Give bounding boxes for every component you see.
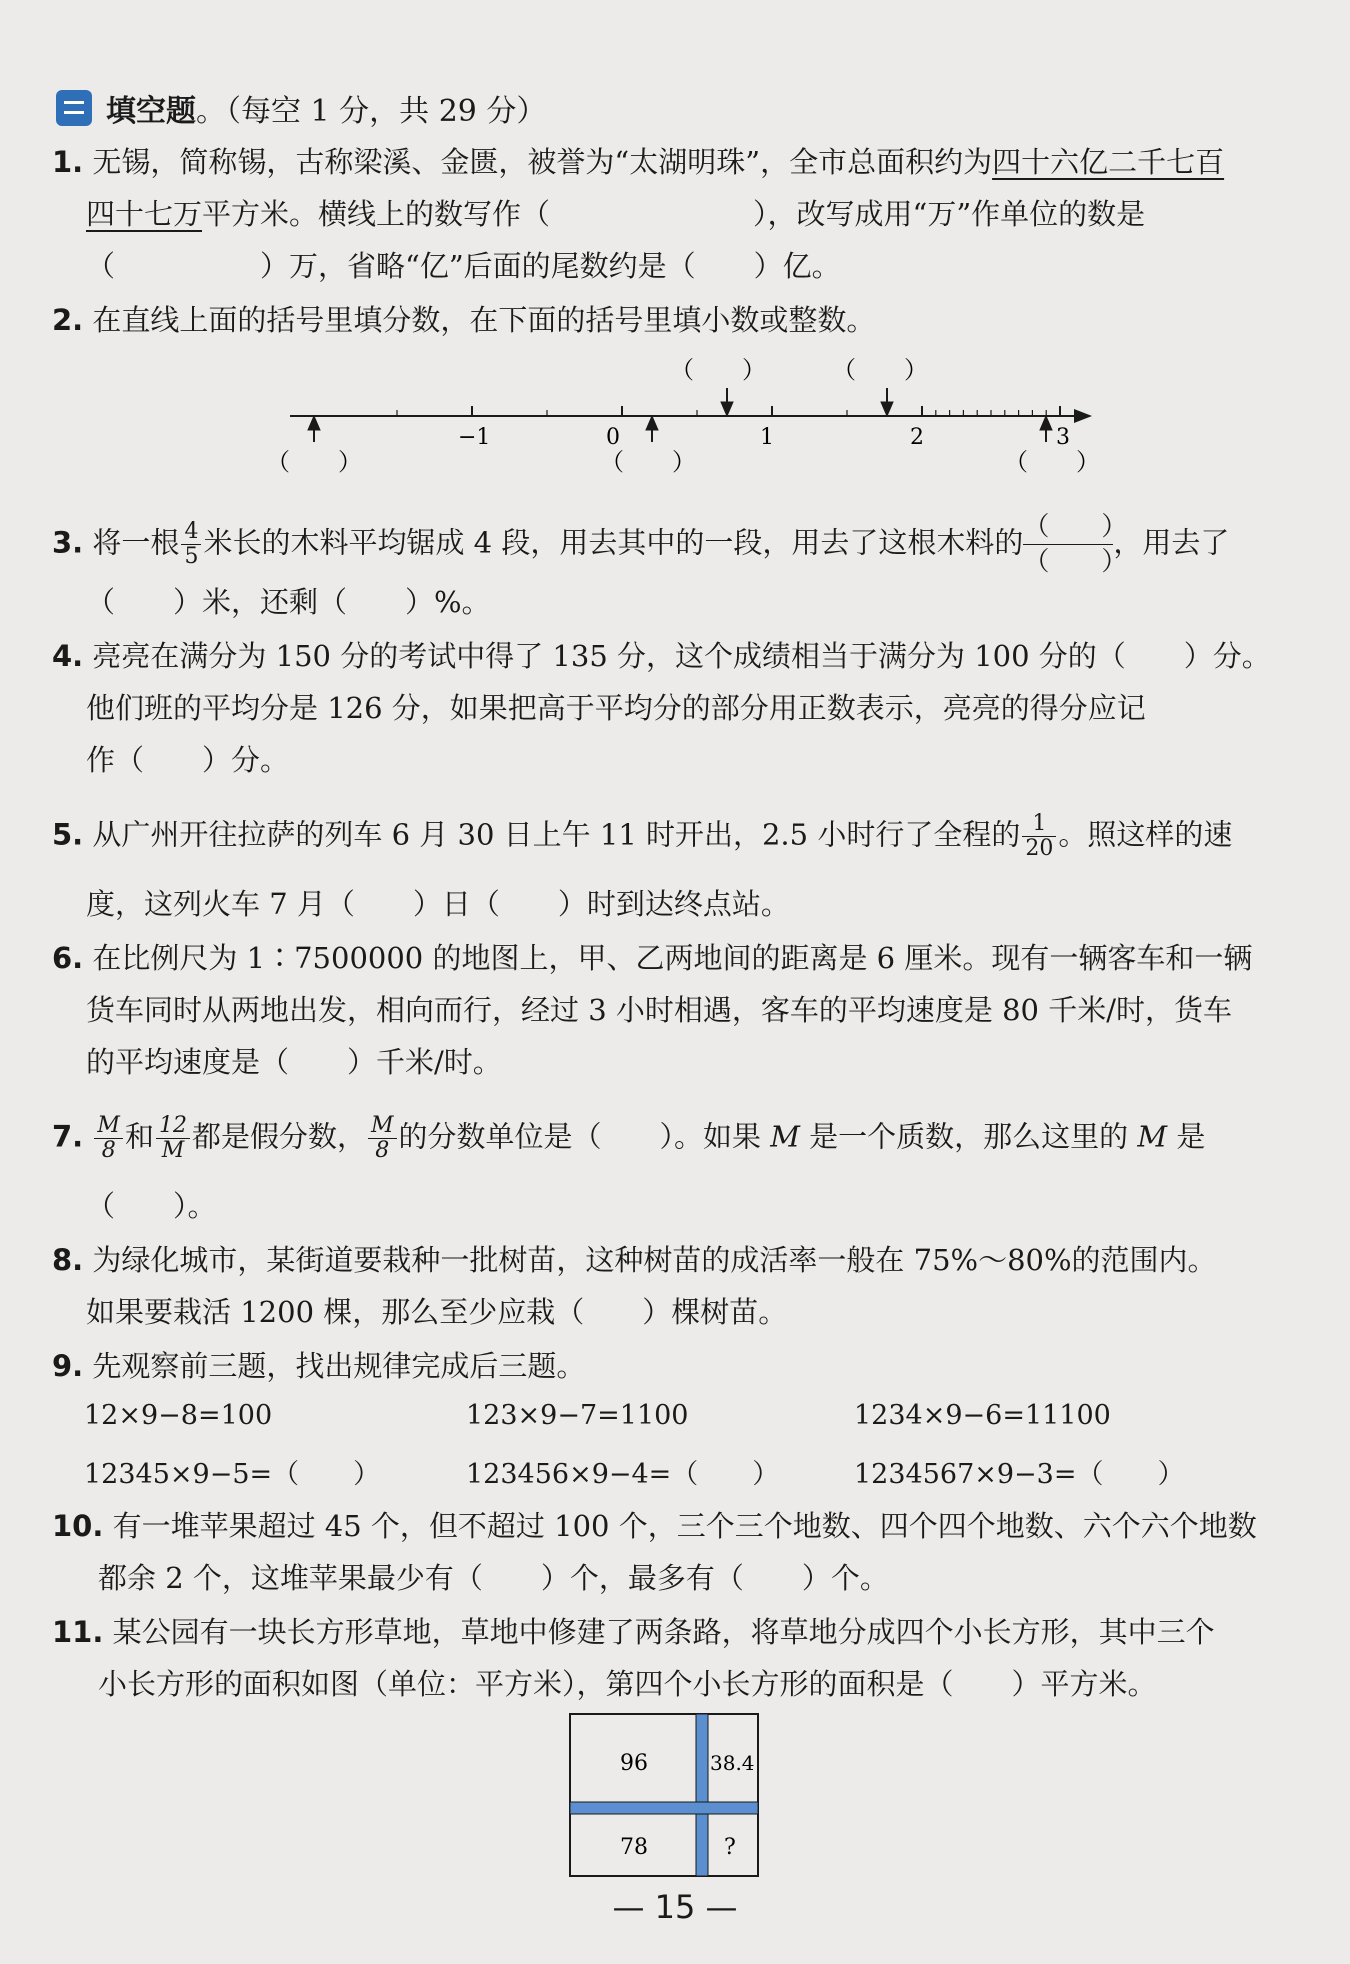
q6-line-1	[52, 938, 1252, 978]
q9-text: 先观察前三题，找出规律完成后三题。	[92, 1349, 586, 1383]
tick-label-minus1: −1	[458, 425, 491, 450]
q5-line-2: 度，这列火车 7 月（ ）日（ ）时到达终点站。	[86, 887, 790, 921]
area-label-unknown: ?	[724, 1835, 736, 1860]
q6-line-2: 货车同时从两地出发，相向而行，经过 3 小时相遇，客车的平均速度是 80 千米/时，货车	[86, 993, 1232, 1027]
q7-text-d: 是一个质数，那么这里的	[809, 1119, 1129, 1154]
q1-underlined-a: 四十六亿二千七百	[992, 145, 1225, 179]
q11-line-1	[52, 1612, 1215, 1652]
q7-fraction-1: $\frac{M}{8}$	[94, 1114, 123, 1163]
q8-text-1: 为绿化城市，某街道要栽种一批树苗，这种树苗的成活率一般在 75%～80%的范围内。	[92, 1243, 1217, 1277]
q9-eq-5: 123456×9−4=（ ）	[466, 1459, 780, 1490]
q1-number: 1.	[52, 145, 84, 179]
q2-text: 在直线上面的括号里填分数，在下面的括号里填小数或整数。	[92, 303, 876, 337]
section-title: 填空题	[106, 94, 196, 129]
section-header	[56, 86, 546, 130]
paren-bottom-3: （ ）	[1004, 448, 1100, 476]
lawn-diagram	[568, 1712, 760, 1878]
q2-line-1	[52, 300, 875, 340]
q9-eq-3: 1234×9−6=11100	[854, 1400, 1111, 1431]
q11-line-2: 小长方形的面积如图（单位：平方米），第四个小长方形的面积是（ ）平方米。	[98, 1667, 1157, 1701]
vertical-road	[696, 1714, 708, 1876]
q7-fraction-2: $\frac{12}{M}$	[156, 1114, 190, 1163]
q1-text-a: 无锡，简称锡，古称梁溪、金匮，被誉为“太湖明珠”，全市总面积约为	[92, 145, 993, 179]
page-number: — 15 —	[612, 1888, 738, 1926]
q3-blank-fraction: $\frac{( )}{( )}$	[1023, 512, 1128, 577]
q11-text-1: 某公园有一块长方形草地，草地中修建了两条路，将草地分成四个小长方形，其中三个	[112, 1615, 1215, 1649]
section-subtitle: 。（每空 1 分，共 29 分）	[196, 94, 547, 129]
paren-top-1: （ ）	[670, 356, 766, 384]
q7-line-1	[52, 1114, 1205, 1163]
q5-text-b: 。照这样的速	[1058, 817, 1233, 852]
area-label-96: 96	[620, 1751, 648, 1776]
horizontal-road	[570, 1802, 758, 1814]
q7-number: 7.	[52, 1119, 84, 1154]
q7-fraction-3: $\frac{M}{8}$	[368, 1114, 397, 1163]
up-arrow-icon	[308, 416, 1052, 442]
q3-number: 3.	[52, 525, 84, 560]
tick-label-1: 1	[760, 425, 774, 450]
q8-line-2: 如果要栽活 1200 棵，那么至少应栽（ ）棵树苗。	[86, 1295, 788, 1329]
paren-bottom-1: （ ）	[266, 448, 362, 476]
q4-text-1: 亮亮在满分为 150 分的考试中得了 135 分，这个成绩相当于满分为 100 分的（ ）分。	[92, 639, 1271, 673]
q4-number: 4.	[52, 639, 84, 673]
tick-label-3: 3	[1056, 425, 1070, 450]
q7-text-a: 和	[124, 1119, 154, 1154]
q1-text-b: 平方米。横线上的数写作（ ），改写成用“万”作单位的数是	[202, 197, 1146, 231]
tick-label-0: 0	[606, 425, 620, 450]
q3-fraction: $\frac{4}{5}$	[181, 520, 201, 569]
q6-line-3: 的平均速度是（ ）千米/时。	[86, 1045, 502, 1079]
q9-eq-1: 12×9−8=100	[84, 1400, 273, 1431]
q3-text-c: ，用去了	[1113, 525, 1230, 560]
q11-number: 11.	[52, 1615, 104, 1649]
q6-text-1: 在比例尺为 1∶7500000 的地图上，甲、乙两地间的距离是 6 厘米。现有一辆客车和一辆	[92, 941, 1253, 975]
q1-line-3: （ ）万，省略“亿”后面的尾数约是（ ）亿。	[86, 249, 841, 283]
q2-number: 2.	[52, 303, 84, 337]
q5-text-a: 从广州开往拉萨的列车 6 月 30 日上午 11 时开出，2.5 小时行了全程的	[92, 817, 1021, 852]
number-line-figure	[260, 352, 1120, 482]
q3-text-b: 米长的木料平均锯成 4 段，用去其中的一段，用去了这根木料的	[203, 525, 1024, 560]
q8-number: 8.	[52, 1243, 84, 1277]
q9-eq-6: 1234567×9−3=（ ）	[854, 1459, 1185, 1490]
q7-text-e: 是	[1176, 1119, 1206, 1154]
q1-line-1	[52, 142, 1224, 182]
q5-number: 5.	[52, 817, 84, 852]
q10-number: 10.	[52, 1509, 104, 1543]
q10-line-1	[52, 1506, 1257, 1546]
q5-line-1	[52, 812, 1232, 861]
q4-line-3: 作（ ）分。	[86, 743, 290, 777]
q4-line-2: 他们班的平均分是 126 分，如果把高于平均分的部分用正数表示，亮亮的得分应记	[86, 691, 1146, 725]
q5-fraction: $\frac{1}{20}$	[1022, 812, 1056, 861]
q6-number: 6.	[52, 941, 84, 975]
q9-line-1	[52, 1346, 585, 1386]
down-arrow-icon	[721, 388, 893, 416]
q7-var-m-2: M	[1137, 1119, 1168, 1154]
area-label-38-4: 38.4	[710, 1751, 755, 1775]
q4-line-1	[52, 636, 1271, 676]
paren-bottom-2: （ ）	[600, 448, 696, 476]
q1-underlined-b: 四十七万	[86, 197, 203, 231]
tick-label-2: 2	[910, 425, 924, 450]
q10-line-2: 都余 2 个，这堆苹果最少有（ ）个，最多有（ ）个。	[98, 1561, 889, 1595]
q7-var-m-1: M	[770, 1119, 800, 1154]
q7-line-2: （ ）。	[86, 1189, 217, 1223]
q9-number: 9.	[52, 1349, 84, 1383]
q3-text-a: 将一根	[92, 525, 180, 560]
q7-text-b: 都是假分数，	[191, 1119, 366, 1154]
q3-line-2: （ ）米，还剩（ ）%。	[86, 585, 491, 619]
q9-eq-4: 12345×9−5=（ ）	[84, 1459, 381, 1490]
area-label-78: 78	[620, 1835, 648, 1860]
q10-text-1: 有一堆苹果超过 45 个，但不超过 100 个，三个三个地数、四个四个地数、六个六个地数	[112, 1509, 1257, 1543]
q9-eq-2: 123×9−7=1100	[466, 1400, 689, 1431]
q1-line-2	[86, 194, 1145, 234]
q8-line-1	[52, 1240, 1217, 1280]
q3-line-1	[52, 510, 1229, 579]
paren-top-2: （ ）	[832, 356, 928, 384]
section-badge-icon	[56, 90, 92, 126]
q7-text-c: 的分数单位是（ ）。如果	[398, 1119, 762, 1154]
